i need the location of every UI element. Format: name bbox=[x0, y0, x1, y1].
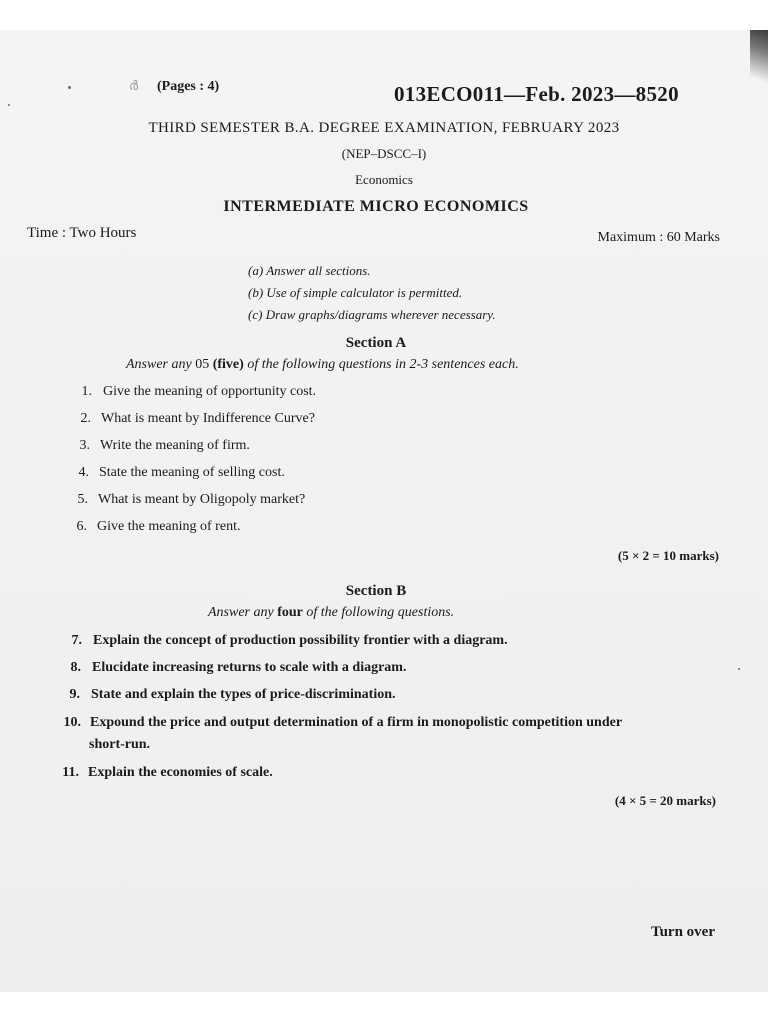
question-text: Expound the price and output determination of a firm in monopolistic competition under bbox=[90, 715, 623, 730]
question-text: Give the meaning of rent. bbox=[97, 519, 241, 534]
question-count-words: four bbox=[277, 605, 303, 620]
question-item bbox=[0, 715, 768, 759]
instruction-text: Use of simple calculator is permitted. bbox=[266, 285, 463, 300]
question-number: 5. bbox=[77, 492, 88, 507]
instruction-item bbox=[248, 285, 462, 301]
question-item bbox=[0, 765, 768, 785]
instruction-label: (c) bbox=[248, 307, 263, 322]
question-item bbox=[0, 519, 768, 539]
section-a-instruction bbox=[126, 357, 519, 373]
question-item bbox=[0, 660, 768, 680]
turn-over-label: Turn over bbox=[650, 924, 715, 940]
paper-speck bbox=[8, 104, 10, 106]
question-number: 11. bbox=[62, 765, 79, 780]
question-text: State and explain the types of price-discrimination. bbox=[91, 687, 396, 702]
question-text: What is meant by Indifference Curve? bbox=[101, 411, 315, 426]
question-number: 8. bbox=[70, 660, 81, 675]
instruction-text: Answer any bbox=[126, 357, 196, 372]
paper-title: INTERMEDIATE MICRO ECONOMICS bbox=[223, 198, 529, 215]
question-item bbox=[0, 384, 768, 404]
section-a-marks: (5 × 2 = 10 marks) bbox=[617, 548, 719, 563]
question-text: Give the meaning of opportunity cost. bbox=[103, 384, 317, 399]
instruction-text: Draw graphs/diagrams wherever necessary. bbox=[265, 307, 496, 322]
question-item bbox=[0, 687, 768, 707]
instruction-label: (b) bbox=[248, 285, 264, 300]
page-count: (Pages : 4) bbox=[157, 79, 220, 94]
question-number: 1. bbox=[81, 384, 92, 399]
question-number: 9. bbox=[69, 687, 80, 702]
instruction-text: of the following questions in 2-3 sentences each. bbox=[243, 357, 519, 372]
paper-speck bbox=[68, 86, 71, 89]
time-allowed: Time : Two Hours bbox=[27, 225, 137, 241]
question-item bbox=[0, 438, 768, 458]
question-item bbox=[0, 492, 768, 512]
question-text-continued: short-run. bbox=[89, 737, 151, 752]
question-text: Write the meaning of firm. bbox=[100, 438, 250, 453]
question-count-words: (five) bbox=[212, 357, 244, 372]
question-item bbox=[0, 411, 768, 431]
maximum-marks: Maximum : 60 Marks bbox=[597, 230, 720, 245]
section-b-instruction bbox=[208, 605, 454, 621]
question-number: 10. bbox=[63, 715, 81, 730]
handwritten-mark: ർ bbox=[129, 78, 139, 93]
question-text: Explain the economies of scale. bbox=[88, 765, 273, 780]
section-b-title: Section B bbox=[345, 583, 407, 599]
instruction-text: Answer any bbox=[208, 605, 278, 620]
question-text: Explain the concept of production possibility frontier with a diagram. bbox=[93, 633, 508, 648]
question-count: 05 bbox=[195, 357, 210, 372]
question-text: State the meaning of selling cost. bbox=[99, 465, 285, 480]
question-text: What is meant by Oligopoly market? bbox=[98, 492, 306, 507]
instruction-item bbox=[248, 307, 496, 323]
question-number: 3. bbox=[79, 438, 90, 453]
instruction-text: Answer all sections. bbox=[266, 263, 371, 278]
question-item bbox=[0, 465, 768, 485]
question-number: 7. bbox=[71, 633, 82, 648]
section-b-marks: (4 × 5 = 20 marks) bbox=[614, 793, 716, 808]
question-text: Elucidate increasing returns to scale with a diagram. bbox=[92, 660, 407, 675]
question-number: 6. bbox=[76, 519, 87, 534]
paper-code: 013ECO011—Feb. 2023—8520 bbox=[394, 82, 679, 106]
scheme-label: (NEP–DSCC–I) bbox=[341, 146, 427, 161]
instruction-text: of the following questions. bbox=[302, 605, 455, 620]
page-corner-shadow bbox=[750, 30, 768, 90]
exam-title: THIRD SEMESTER B.A. DEGREE EXAMINATION, FEBRUARY 2023 bbox=[148, 120, 620, 136]
subject-label: Economics bbox=[355, 172, 413, 187]
question-number: 2. bbox=[80, 411, 91, 426]
question-number: 4. bbox=[78, 465, 89, 480]
instruction-item bbox=[248, 263, 371, 279]
instruction-label: (a) bbox=[248, 263, 264, 278]
section-a-title: Section A bbox=[345, 335, 407, 351]
question-item bbox=[0, 633, 768, 653]
